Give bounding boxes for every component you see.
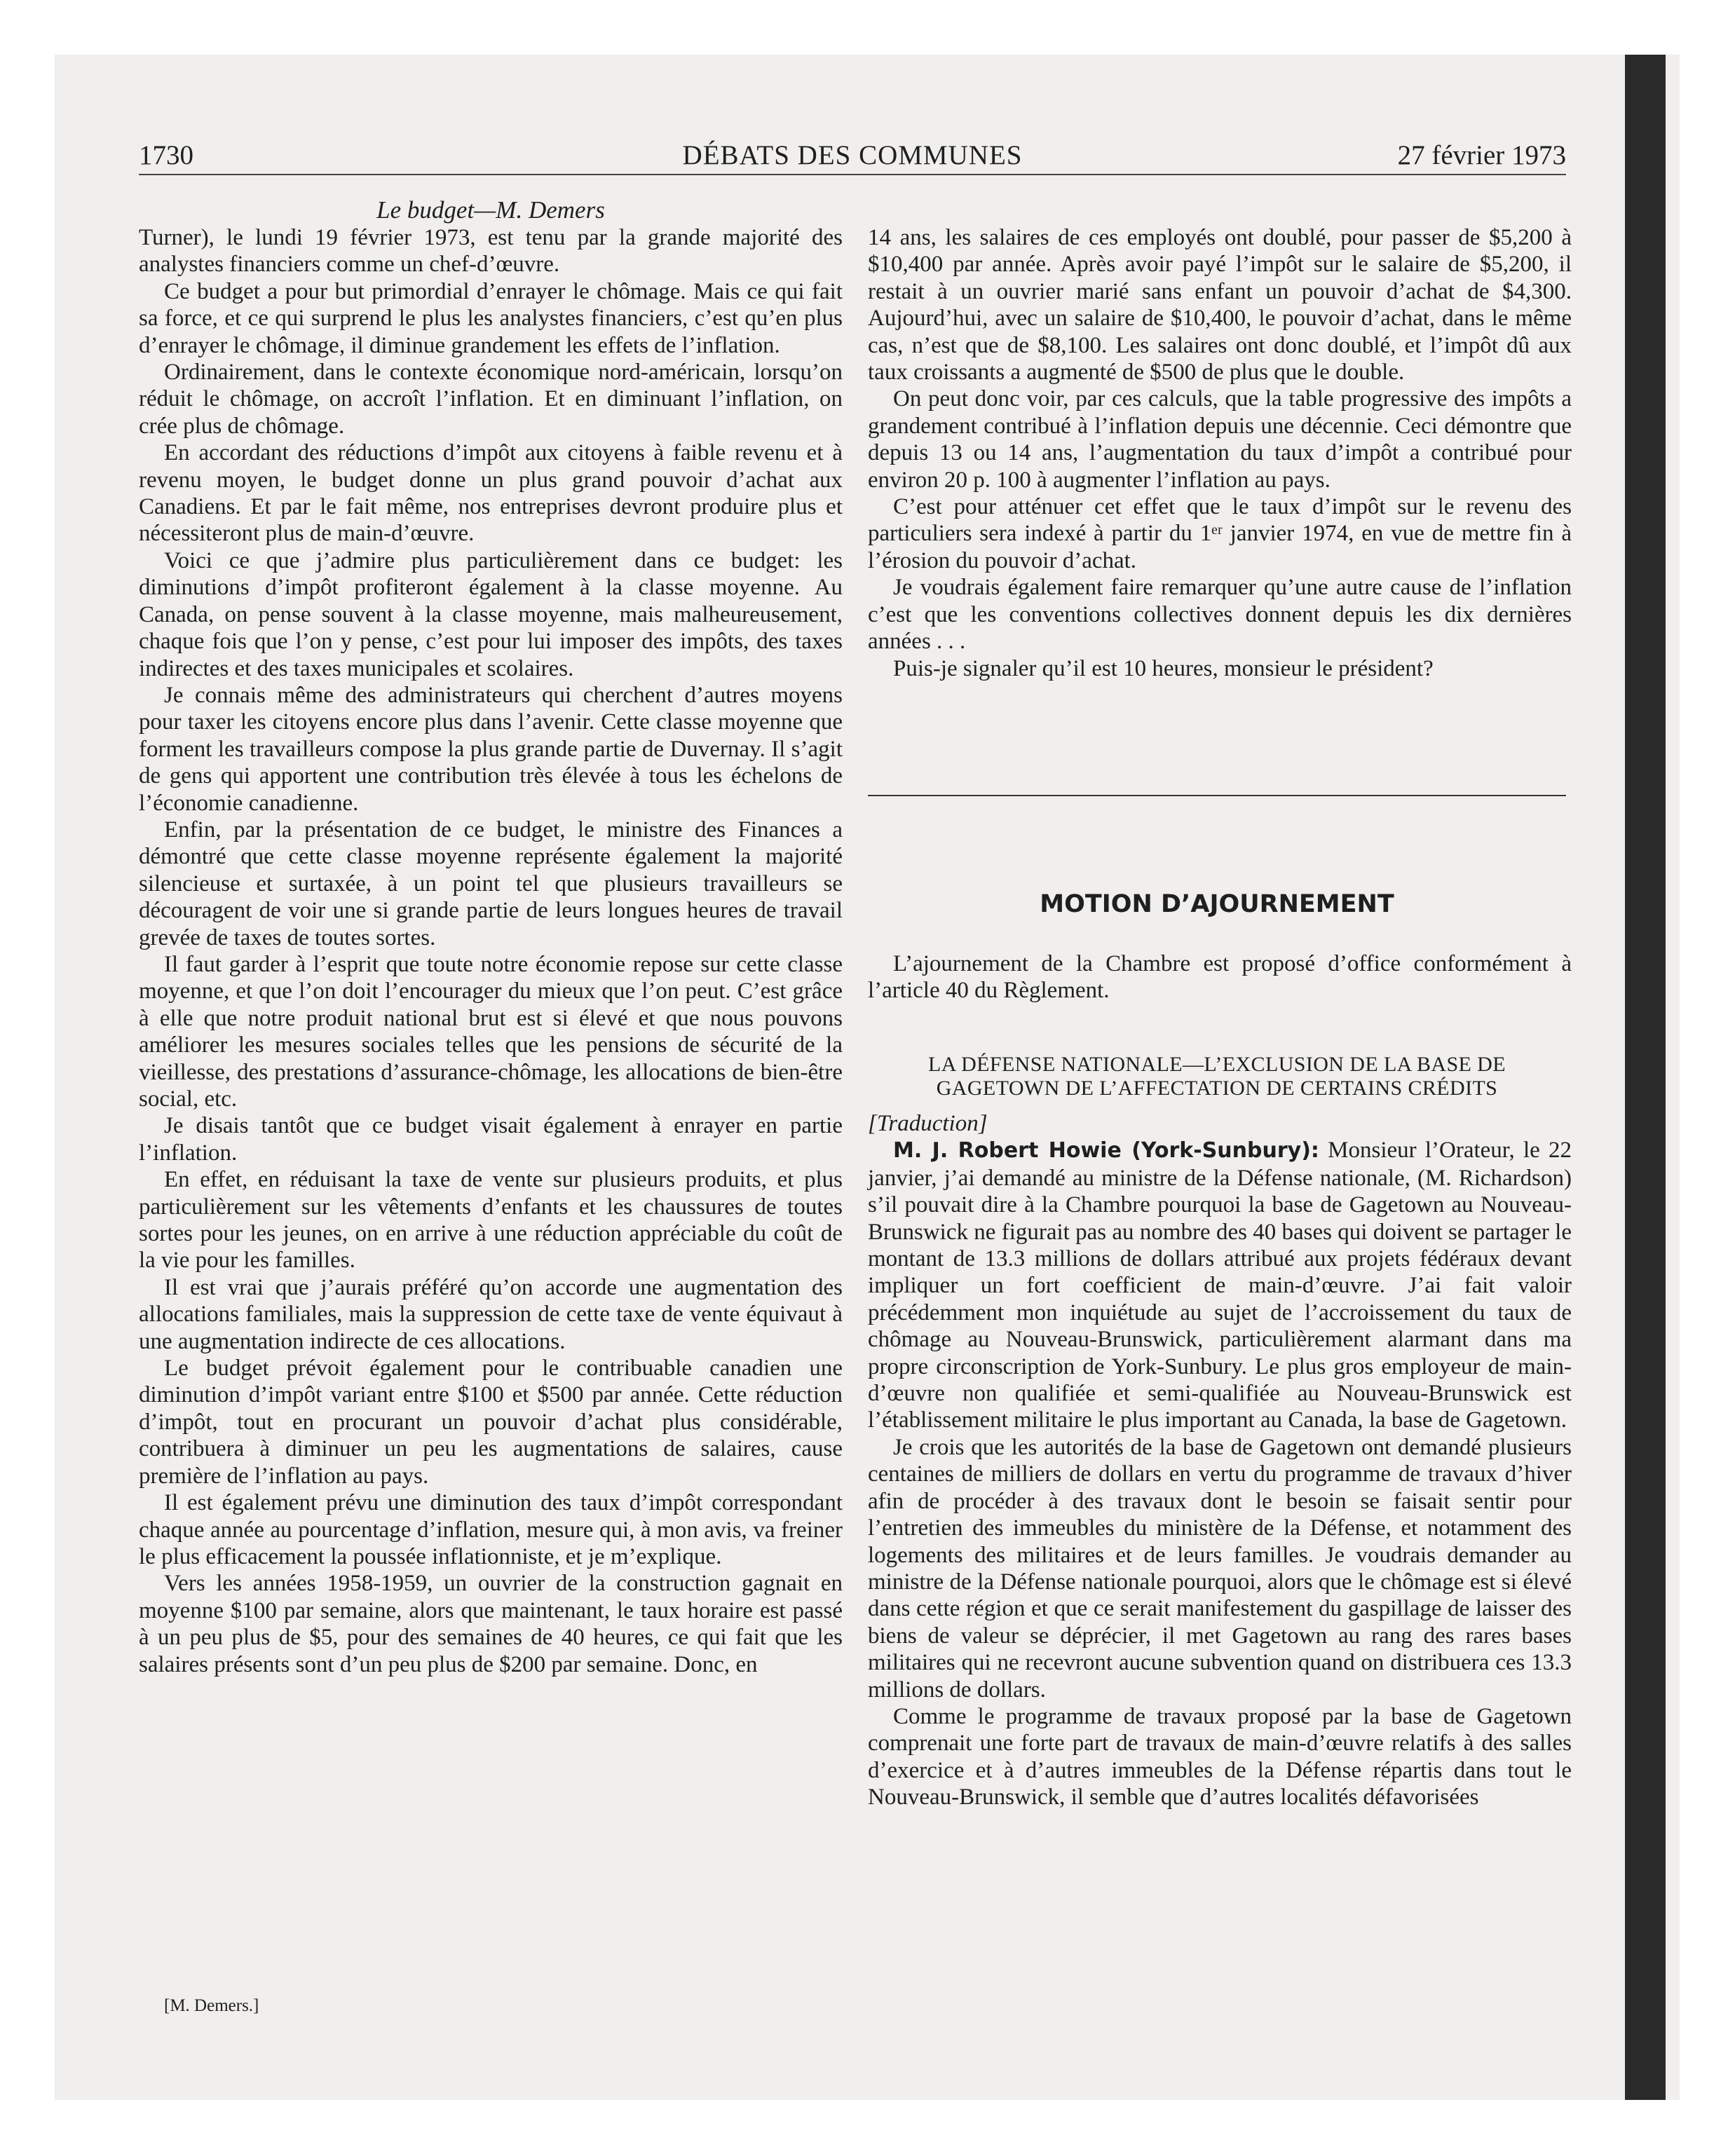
paragraph: Turner), le lundi 19 février 1973, est tenu par la grande majorité des analystes financiers comme un chef-d’œuvre. — [139, 225, 843, 278]
speaker-paragraph — [868, 1137, 1572, 1433]
paragraph: Je disais tantôt que ce budget visait également à enrayer en partie l’inflation. — [139, 1113, 843, 1166]
footer-speaker-tag: [M. Demers.] — [164, 1996, 259, 2015]
page-date: 27 février 1973 — [1397, 140, 1566, 170]
debate-block — [868, 1110, 1572, 1811]
paragraph: Je connais même des administrateurs qui cherchent d’autres moyens pour taxer les citoyens encore plus dans l’avenir. Cette classe moyenne que forment les travailleurs compose la plus grande partie de Duvernay. Il s’agit de gens qui apportent une contribution très élevée à tous les échelons de l’économie canadienne. — [139, 682, 843, 816]
paragraph: En effet, en réduisant la taxe de vente sur plusieurs produits, et plus particulièrement sur les vêtements d’enfants et les chaussures de toutes sortes pour les jeunes, on en arrive à une réduction appréciable du coût de la vie pour les familles. — [139, 1167, 843, 1274]
debate-subtitle: LA DÉFENSE NATIONALE—L’EXCLUSION DE LA BASE DE GAGETOWN DE L’AFFECTATION DE CERTAINS CRÉDITS — [928, 1053, 1506, 1100]
paragraph: Comme le programme de travaux proposé par la base de Gagetown comprenait une forte part de travaux de main-d’œuvre relatifs à des salles d’exercice et à d’autres immeubles de la Défense répartis dans tout le Nouveau-Brunswick, il semble que d’autres localités défavorisées — [868, 1703, 1572, 1810]
section-divider — [868, 795, 1566, 796]
paragraph: C’est pour atténuer cet effet que le taux d’impôt sur le revenu des particuliers sera indexé à partir du 1ᵉʳ janvier 1974, en vue de mettre fin à l’érosion du pouvoir d’achat. — [868, 494, 1572, 573]
paragraph: Ordinairement, dans le contexte économique nord-américain, lorsqu’on réduit le chômage, on accroît l’inflation. Et en diminuant l’inflation, on crée plus de chômage. — [139, 360, 843, 439]
paragraph: 14 ans, les salaires de ces employés ont doublé, pour passer de $5,200 à $10,400 par année. Après avoir payé l’impôt sur le salaire de $5,200, il restait à un ouvrier marié sans enfant un pouvoir d’achat de $4,300. Aujourd’hui, avec un salaire de $10,400, le pouvoir d’achat, dans le même cas, n’est que de $8,100. Les salaires ont donc doublé, et l’impôt dû aux taux croissants a augmenté de $500 de plus que le double. — [868, 225, 1572, 386]
paragraph: En accordant des réductions d’impôt aux citoyens à faible revenu et à revenu moyen, le budget donne un plus grand pouvoir d’achat aux Canadiens. Et par le fait même, nos entreprises devront produire plus et nécessiteront plus de main-d’œuvre. — [139, 440, 843, 547]
page-header — [139, 137, 1566, 175]
paragraph: Ce budget a pour but primordial d’enrayer le chômage. Mais ce qui fait sa force, et ce qui surprend le plus les analystes financiers, c’est qu’en plus d’enrayer le chômage, il diminue grandement les effets de l’inflation. — [139, 278, 843, 358]
paragraph: On peut donc voir, par ces calculs, que la table progressive des impôts a grandement contribué à l’inflation depuis une décennie. Ceci démontre que depuis 13 ou 14 ans, l’augmentation du taux d’impôt a contribué pour environ 20 p. 100 à augmenter l’inflation au pays. — [868, 386, 1572, 493]
left-column — [139, 224, 843, 1678]
scan-edge — [1625, 55, 1666, 2100]
paragraph: Il est vrai que j’aurais préféré qu’on accorde une augmentation des allocations familiales, mais la suppression de cette taxe de vente équivaut à une augmentation indirecte de ces allocations. — [139, 1274, 843, 1354]
paragraph: Il faut garder à l’esprit que toute notre économie repose sur cette classe moyenne, et que l’on doit l’encourager du mieux que l’on peut. C’est grâce à elle que notre produit national brut est si élevé et que nous pouvons améliorer les mesures sociales telles que les pensions de sécurité de la vieillesse, des prestations d’assurance-chômage, les allocations de bien-être social, etc. — [139, 951, 843, 1112]
section-heading: MOTION D’AJOURNEMENT — [1040, 890, 1394, 918]
publication-title: DÉBATS DES COMMUNES — [682, 140, 1023, 170]
right-column-top — [868, 224, 1572, 682]
paragraph: Le budget prévoit également pour le contribuable canadien une diminution d’impôt variant entre $100 et $500 par année. Cette réduction d’impôt, tout en procurant un pouvoir d’achat plus considérable, contribuera à diminuer un peu les augmentations de salaires, cause première de l’inflation au pays. — [139, 1356, 843, 1489]
paragraph: Il est également prévu une diminution des taux d’impôt correspondant chaque année au pourcentage d’inflation, mesure qui, à mon avis, va freiner le plus efficacement la poussée inflationniste, et je m’explique. — [139, 1490, 843, 1569]
page-number: 1730 — [139, 140, 193, 170]
paragraph: Je voudrais également faire remarquer qu’une autre cause de l’inflation c’est que les conventions collectives donnent depuis les dix dernières années . . . — [868, 575, 1572, 655]
running-head: Le budget—M. Demers — [376, 196, 605, 224]
paragraph: Je crois que les autorités de la base de Gagetown ont demandé plusieurs centaines de milliers de dollars en vertu du programme de travaux d’hiver afin de procéder à des travaux dont le besoin se faisait sentir pour l’entretien des immeubles du ministère de la Défense, et notamment des logements des militaires et de leurs familles. Je voudrais demander au ministre de la Défense nationale pourquoi, alors que le chômage est si élevé dans cette région et que ce serait manifestement du gaspillage de laisser des biens de valeur se déprécier, il met Gagetown au rang des rares bases militaires qui ne recevront aucune subvention quand on distribuera ces 13.3 millions de dollars. — [868, 1434, 1572, 1703]
speaker-name: M. J. Robert Howie (York-Sunbury): — [893, 1138, 1319, 1164]
translation-tag: [Traduction] — [868, 1111, 988, 1136]
paragraph: Voici ce que j’admire plus particulièrement dans ce budget: les diminutions d’impôt profiteront également à la classe moyenne. Au Canada, on pense souvent à la classe moyenne, mais malheureusement, chaque fois que l’on y pense, c’est pour lui imposer des impôts, des taxes indirectes et des taxes municipales et scolaires. — [139, 547, 843, 681]
paragraph: Puis-je signaler qu’il est 10 heures, monsieur le président? — [893, 655, 1434, 681]
paragraph: L’ajournement de la Chambre est proposé d’office conformément à l’article 40 du Règlement. — [868, 951, 1572, 1004]
speaker-text: Monsieur l’Orateur, le 22 janvier, j’ai demandé au ministre de la Défense nationale, (M. Richardson) s’il pouvait dire à la Chambre pourquoi la base de Gagetown au Nouveau-Brunswick ne figurait pas au nombre des 40 bases qui doivent se partager le montant de 13.3 millions de dollars attribué aux projets fédéraux devant impliquer un fort coefficient de main-d’œuvre. J’ai fait valoir précédemment mon inquiétude au sujet de l’accroissement du taux de chômage au Nouveau-Brunswick, particulièrement alarmant dans ma propre circonscription de York-Sunbury. Le plus gros employeur de main-d’œuvre non qualifiée et semi-qualifiée au Nouveau-Brunswick est l’établissement militaire le plus important au Canada, la base de Gagetown. — [868, 1138, 1572, 1433]
motion-text-block — [868, 950, 1572, 1004]
paragraph: Vers les années 1958-1959, un ouvrier de la construction gagnait en moyenne $100 par semaine, alors que maintenant, le taux horaire est passé à un peu plus de $5, pour des semaines de 40 heures, ce qui fait que les salaires présents sont d’un peu plus de $200 par semaine. Donc, en — [139, 1571, 843, 1677]
paragraph: Enfin, par la présentation de ce budget, le ministre des Finances a démontré que cette classe moyenne représente également la majorité silencieuse et surtaxée, à un point tel que plusieurs travailleurs se découragent de voir une si grande partie de leurs longues heures de travail grevée de taxes de toutes sortes. — [139, 817, 843, 950]
